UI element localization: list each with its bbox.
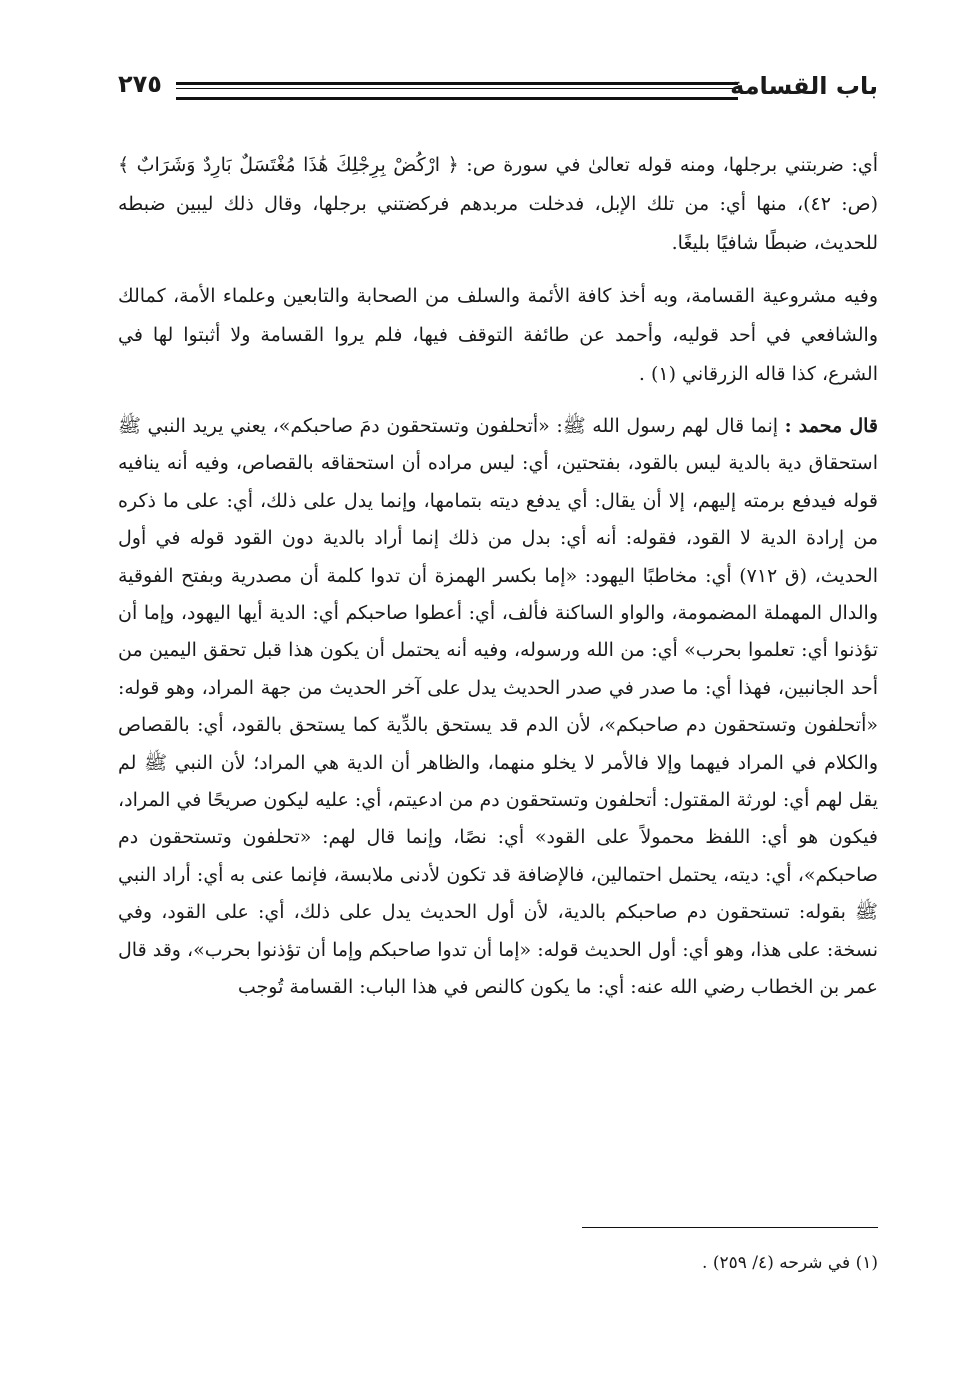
page-number: ٢٧٥ <box>118 70 162 98</box>
header-rule <box>176 82 738 100</box>
paragraph: أي: ضربتني برجلها، ومنه قوله تعالىٰ في سورة ص: ﴿ ارْكُضْ بِرِجْلِكَ هَٰذَا مُغْتَسَلٌ بَارِدٌ وَشَرَابٌ ﴾ (ص: ٤٢)، منها أي: من تلك الإبل، فدخلت مربدهم فركضتني برجلها، وقال ذلك ليبين ضبطه للحديث، ضبطًا شافيًا بليغًا. <box>118 154 878 254</box>
footnote-rule <box>582 1227 878 1228</box>
commentary-paragraph <box>118 408 878 1007</box>
page-header <box>118 66 878 106</box>
commentary-lead: قال محمد : <box>784 415 879 437</box>
main-text <box>118 146 878 1007</box>
paragraph: وفيه مشروعية القسامة، وبه أخذ كافة الأئمة والسلف من الصحابة والتابعين وعلماء الأمة، كمالك والشافعي في أحد قوليه، وأحمد عن طائفة التوقف فيها، فلم يروا القسامة ولا أثبتوا لها في الشرع، كذا قاله الزرقاني (١) . <box>118 285 878 385</box>
footnote: (١) في شرحه (٤/ ٢٥٩) . <box>702 1253 878 1273</box>
commentary-text: إنما قال لهم رسول الله ﷺ: «أتحلفون وتستحقون دمَ صاحبكم»، يعني يريد النبي ﷺ استحقاق دية بالدية ليس بالقود، بفتحتين، أي: ليس مراده أن استحقاقه بالقصاص، وفيه أنه ينافيه قوله فيدفع برمته إليهم، إلا أن يقال: أي يدفع ديته بتمامها، وإنما يدل على ذلك، أي: على ما ذكره من إرادة الدية لا القود، فقوله: أنه أي: بدل من ذلك إنما أراد بالدية دون القود قوله في أول الحديث، (ق ٧١٢) أي: مخاطبًا اليهود: «إما بكسر الهمزة أن تدوا كلمة أن مصدرية وبفتح الفوقية والدال المهملة المضمومة، والواو الساكنة فألف، أي: أعطوا صاحبكم أي: الدية أيها اليهود، وإما أن تؤذنوا أي: تعلموا بحرب» أي: من الله ورسوله، وفيه أنه يحتمل أن يكون هذا قبل تحقق اليمين من أحد الجانبين، فهذا أي: ما صدر في صدر الحديث يدل على آخر الحديث من جهة المراد، وهو قوله: «أتحلفون وتستحقون دم صاحبكم»، لأن الدم قد يستحق بالدِّية كما يستحق بالقود، أي: بالقصاص والكلام في المراد فيهما وإلا فالأمر لا يخلو منهما، والظاهر أن الدية هي المراد؛ لأن النبي ﷺ لم يقل لهم أي: لورثة المقتول: أتحلفون وتستحقون دم من ادعيتم، أي: عليه ليكون صريحًا في المراد، فيكون هو أي: اللفظ محمولاً على القود» أي: نصًا، وإنما قال لهم: «تحلفون وتستحقون دم صاحبكم»، أي: ديته، يحتمل احتمالين، فالإضافة قد تكون لأدنى ملابسة، فإنما عنى به أي: أراد النبي ﷺ بقوله: تستحقون دم صاحبكم بالدية، لأن أول الحديث يدل على ذلك، أي: على القود، وفي نسخة: على هذا، وهو أي: أول الحديث قوله: «إما أن تدوا صاحبكم وإما أن تؤذنوا بحرب»، وقد قال عمر بن الخطاب رضي الله عنه: أي: ما يكون كالنص في هذا الباب: القسامة تُوجب <box>118 415 878 999</box>
chapter-title: باب القسامة <box>730 72 878 100</box>
